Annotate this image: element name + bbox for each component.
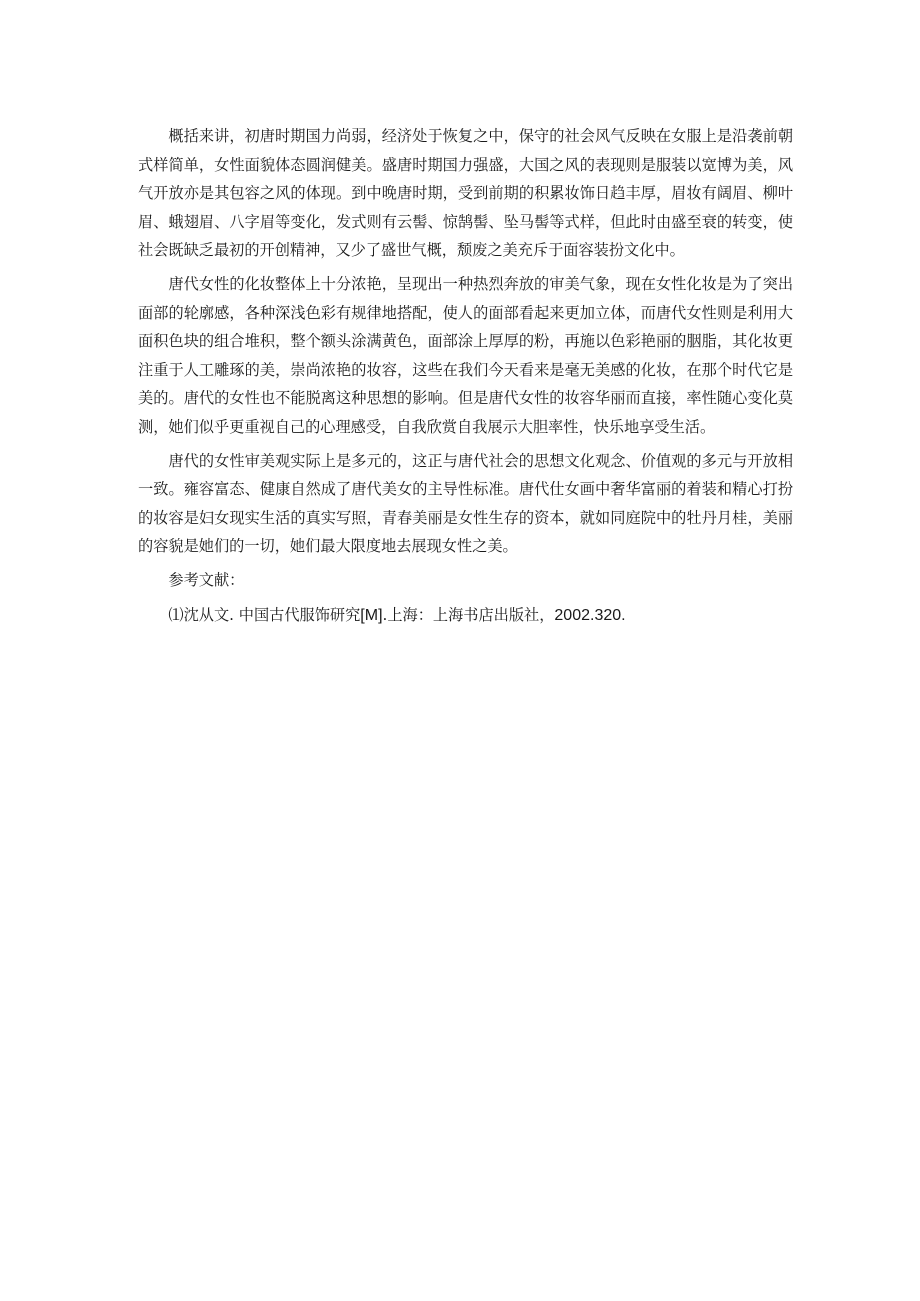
references-heading: 参考文献： xyxy=(168,570,245,589)
reference-item-1 xyxy=(138,601,793,631)
reference-author-title: 沈从文. 中国古代服饰研究 xyxy=(183,605,361,624)
document-body xyxy=(138,122,793,630)
paragraph-3: 唐代的女性审美观实际上是多元的，这正与唐代社会的思想文化观念、价值观的多元与开放相一致。雍容富态、健康自然成了唐代美女的主导性标准。唐代仕女画中奢华富丽的着装和精心打扮的妆容是妇女现实生活的真实写照，青春美丽是女性生存的资本，就如同庭院中的牡丹月桂，美丽的容貌是她们的一切，她们最大限度地去展现女性之美。 xyxy=(138,451,793,556)
reference-type-tag: [M] xyxy=(360,606,383,624)
reference-publisher: .上海：上海书店出版社， xyxy=(382,605,555,624)
paragraph-2: 唐代女性的化妆整体上十分浓艳，呈现出一种热烈奔放的审美气象，现在女性化妆是为了突出面部的轮廓感，各种深浅色彩有规律地搭配，使人的面部看起来更加立体，而唐代女性则是利用大面积色块的组合堆积，整个额头涂满黄色，面部涂上厚厚的粉，再施以色彩艳丽的胭脂，其化妆更注重于人工雕琢的美，崇尚浓艳的妆容，这些在我们今天看来是毫无美感的化妆，在那个时代它是美的。唐代的女性也不能脱离这种思想的影响。但是唐代女性的妆容华丽而直接，率性随心变化莫测，她们似乎更重视自己的心理感受，自我欣赏自我展示大胆率性，快乐地享受生活。 xyxy=(138,274,793,436)
reference-year-pages: 2002.320. xyxy=(554,606,626,624)
reference-marker: ⑴ xyxy=(168,605,184,624)
paragraph-1: 概括来讲，初唐时期国力尚弱，经济处于恢复之中，保守的社会风气反映在女服上是沿袭前朝式样简单，女性面貌体态圆润健美。盛唐时期国力强盛，大国之风的表现则是服装以宽博为美，风气开放亦是其包容之风的体现。到中晚唐时期，受到前期的积累妆饰日趋丰厚，眉妆有阔眉、柳叶眉、蛾翅眉、八字眉等变化，发式则有云髻、惊鹄髻、坠马髻等式样，但此时由盛至衰的转变，使社会既缺乏最初的开创精神，又少了盛世气概，颓废之美充斥于面容装扮文化中。 xyxy=(138,127,793,260)
